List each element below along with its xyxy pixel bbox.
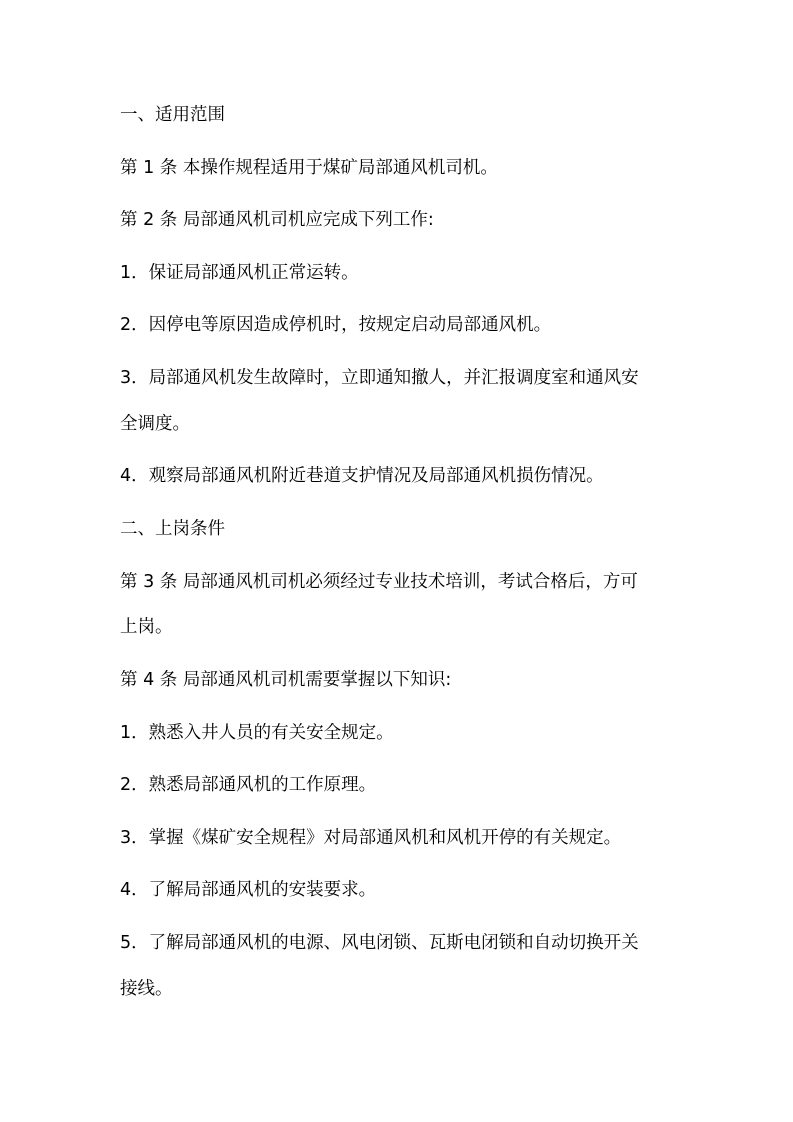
- article-2: 第 2 条 局部通风机司机应完成下列工作:: [120, 210, 434, 231]
- article-4-item-5-continued: 接线。: [120, 978, 173, 999]
- document-body: [120, 100, 680, 1026]
- article-4-item-5: 5．了解局部通风机的电源、风电闭锁、瓦斯电闭锁和自动切换开关: [120, 932, 639, 953]
- article-2-item-1: 1．保证局部通风机正常运转。: [120, 262, 359, 283]
- article-4-item-3: 3．掌握《煤矿安全规程》对局部通风机和风机开停的有关规定。: [120, 827, 622, 848]
- article-2-item-3: 3．局部通风机发生故障时，立即通知撤人，并汇报调度室和通风安: [120, 367, 639, 388]
- article-4-item-2: 2．熟悉局部通风机的工作原理。: [120, 775, 377, 796]
- article-3-continued: 上岗。: [120, 617, 173, 638]
- article-4-item-4: 4．了解局部通风机的安装要求。: [120, 880, 377, 901]
- article-2-item-4: 4．观察局部通风机附近巷道支护情况及局部通风机损伤情况。: [120, 466, 604, 487]
- section-heading-qualifications: 二、上岗条件: [120, 518, 225, 539]
- article-2-item-3-continued: 全调度。: [120, 413, 190, 434]
- article-1: 第 1 条 本操作规程适用于煤矿局部通风机司机。: [120, 157, 498, 178]
- article-3: 第 3 条 局部通风机司机必须经过专业技术培训，考试合格后，方可: [120, 571, 638, 592]
- article-2-item-2: 2．因停电等原因造成停机时，按规定启动局部通风机。: [120, 315, 552, 336]
- article-4-item-1: 1．熟悉入井人员的有关安全规定。: [120, 722, 394, 743]
- article-4: 第 4 条 局部通风机司机需要掌握以下知识:: [120, 669, 452, 690]
- section-heading-scope: 一、适用范围: [120, 105, 225, 125]
